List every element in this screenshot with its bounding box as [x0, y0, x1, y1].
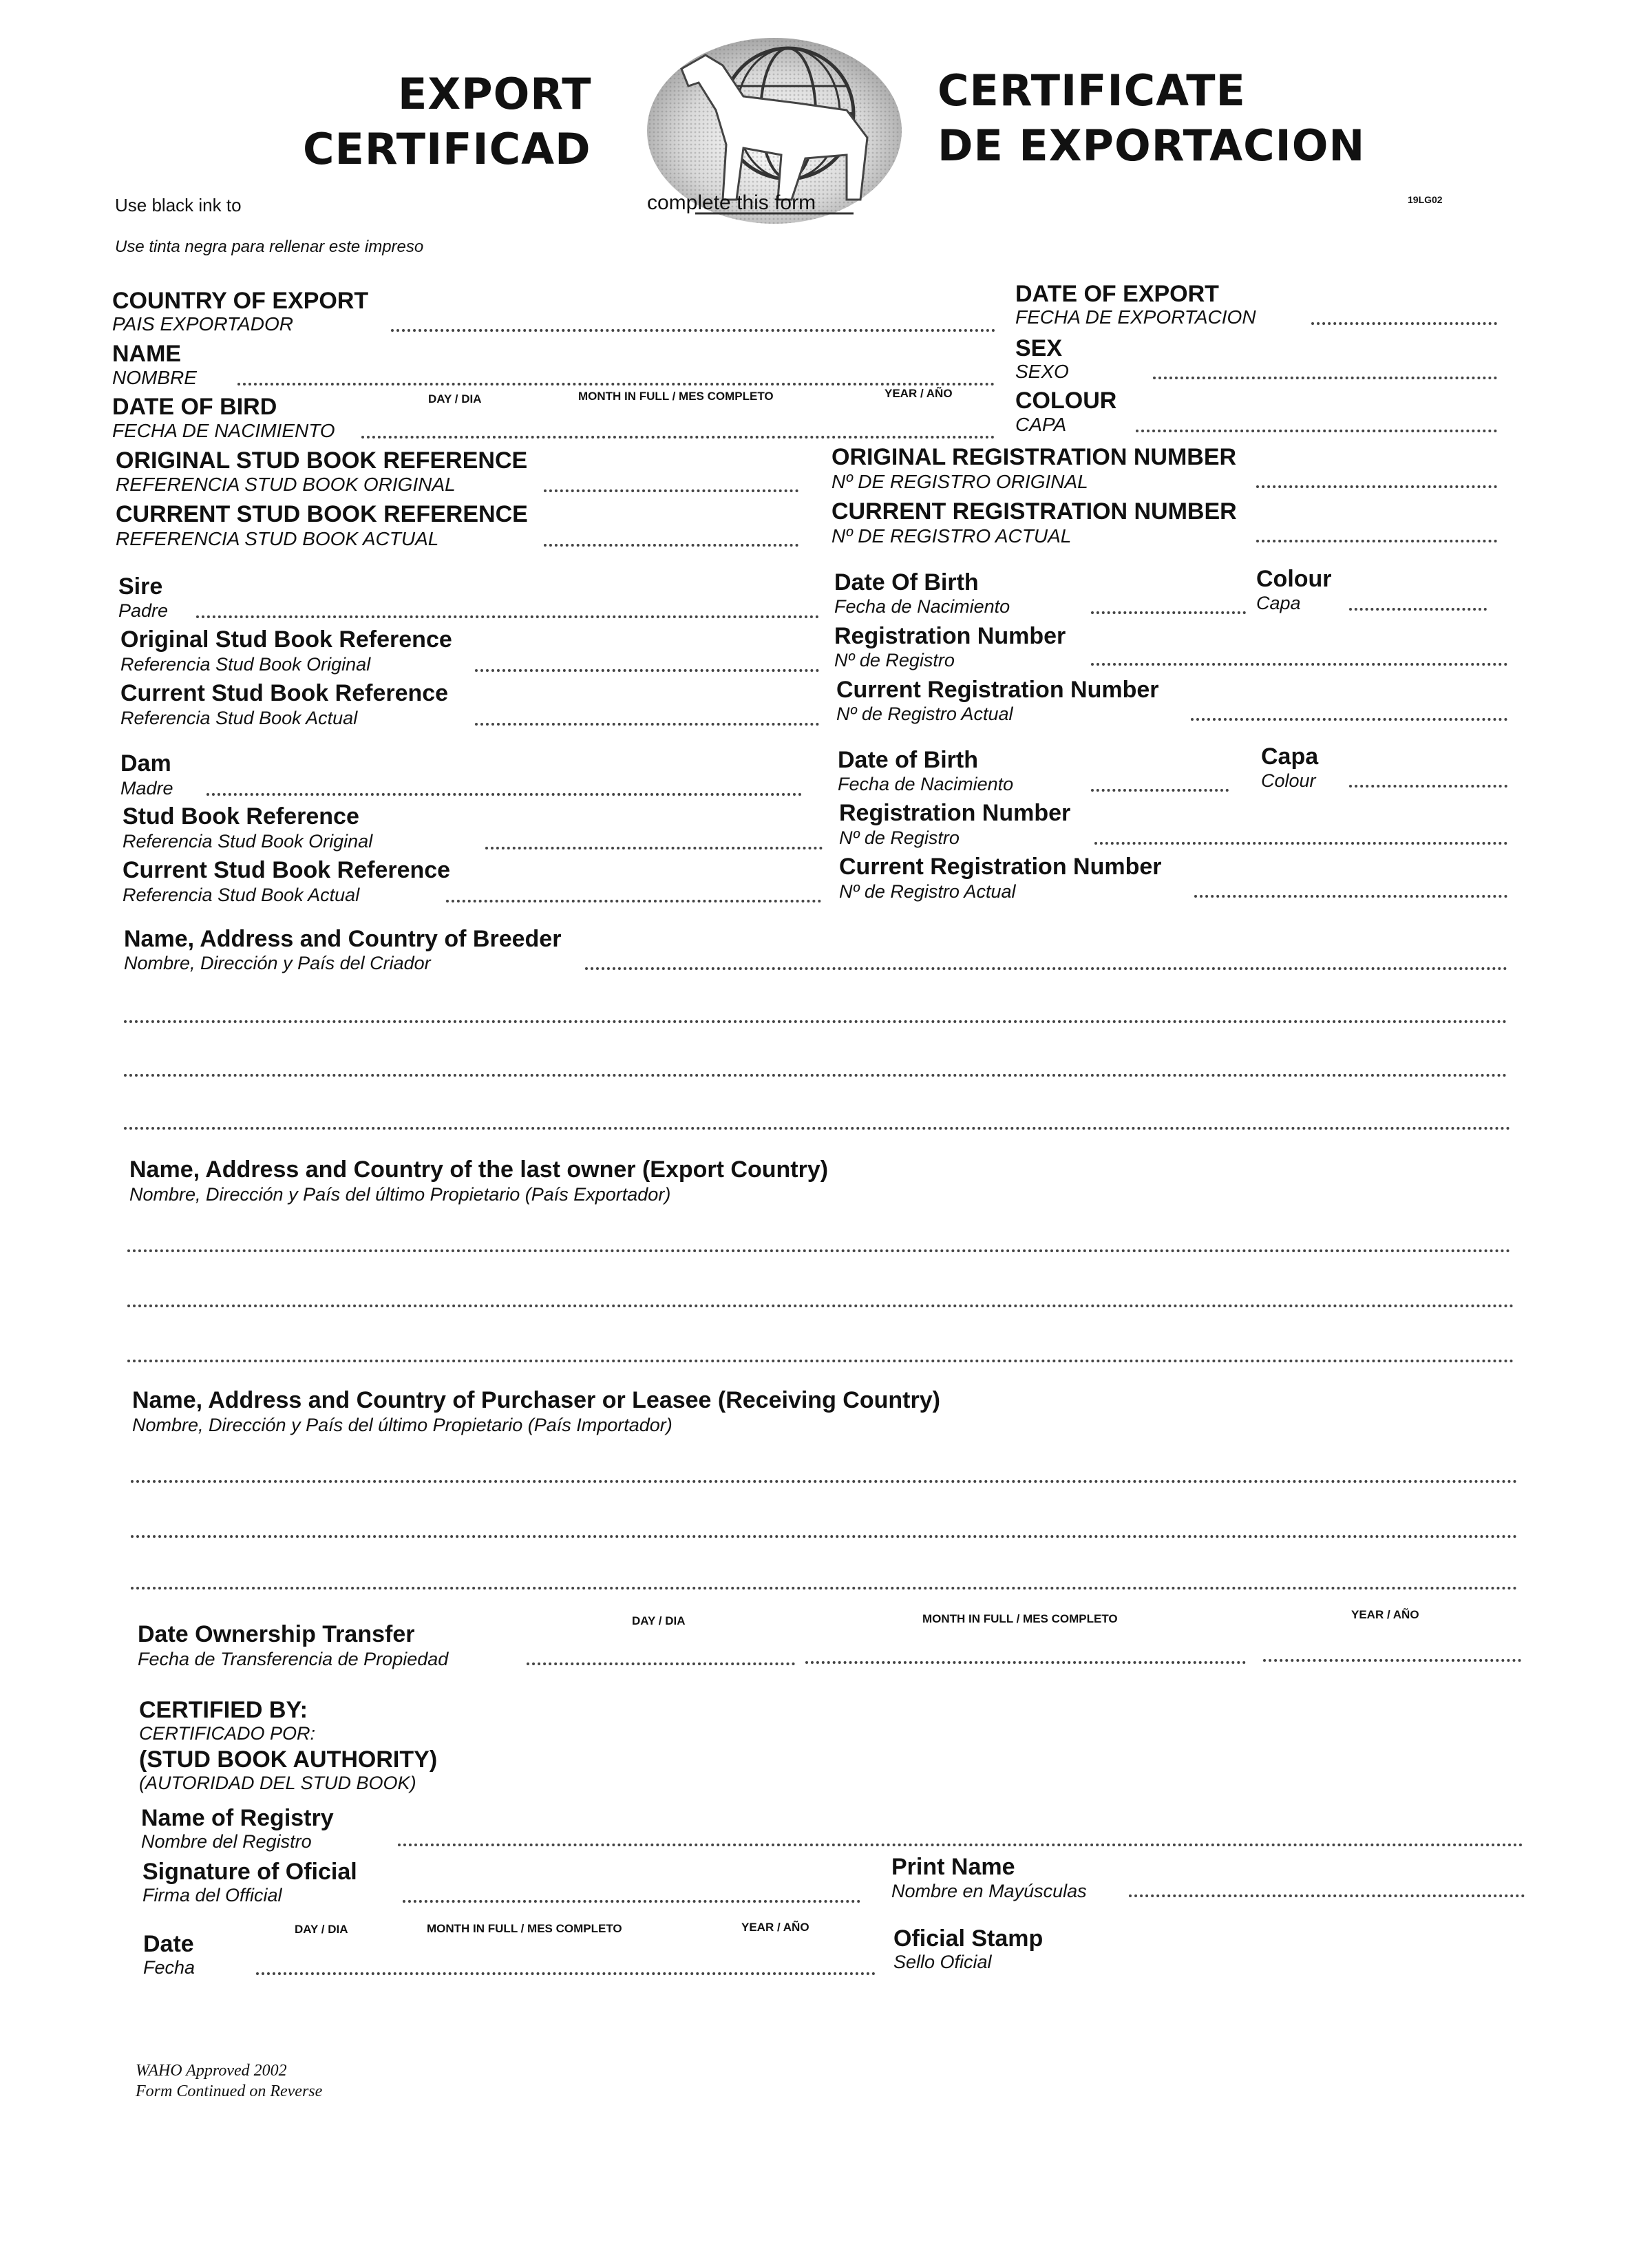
sire-dob-label-en: Date Of Birth — [834, 569, 979, 595]
export-date-label-es: FECHA DE EXPORTACION — [1015, 306, 1256, 328]
stud-book-authority-en: (STUD BOOK AUTHORITY) — [139, 1746, 438, 1773]
dam-dob-field[interactable] — [1091, 789, 1229, 792]
sex-label-en: SEX — [1015, 335, 1063, 361]
ink-instruction-es: Use tinta negra para rellenar este impreso — [115, 237, 424, 256]
sire-curr-sb-label-en: Current Stud Book Reference — [120, 680, 449, 706]
dam-curr-sb-label-es: Referencia Stud Book Actual — [123, 885, 360, 905]
print-name-field[interactable] — [1129, 1894, 1525, 1897]
dam-curr-sb-field[interactable] — [446, 900, 821, 902]
dam-label-es: Madre — [120, 778, 173, 799]
footer-approved: WAHO Approved 2002 — [136, 2062, 287, 2080]
dam-colour-label-es: Colour — [1261, 770, 1316, 791]
orig-reg-label-es: Nº DE REGISTRO ORIGINAL — [832, 471, 1088, 492]
colour-label-en: COLOUR — [1015, 388, 1117, 414]
sex-label-es: SEXO — [1015, 361, 1069, 382]
transfer-month-hint: MONTH IN FULL / MES COMPLETO — [922, 1612, 1118, 1625]
sire-label-en: Sire — [118, 573, 163, 600]
colour-field[interactable] — [1136, 430, 1497, 432]
registry-field[interactable] — [398, 1844, 1523, 1846]
name-label-en: NAME — [112, 341, 182, 367]
dam-field[interactable] — [206, 793, 802, 796]
registry-label-es: Nombre del Registro — [141, 1831, 312, 1852]
curr-reg-field[interactable] — [1256, 540, 1497, 542]
transfer-day-field[interactable] — [527, 1662, 795, 1665]
curr-reg-label-en: CURRENT REGISTRATION NUMBER — [832, 498, 1237, 525]
purchaser-field-line-1[interactable] — [131, 1480, 1518, 1483]
orig-sb-label-es: REFERENCIA STUD BOOK ORIGINAL — [116, 474, 456, 495]
dam-reg-label-en: Registration Number — [839, 800, 1071, 826]
country-label-en: COUNTRY OF EXPORT — [112, 288, 369, 314]
curr-sb-label-en: CURRENT STUD BOOK REFERENCE — [116, 501, 528, 527]
transfer-month-field[interactable] — [805, 1661, 1246, 1664]
breeder-field-line-4[interactable] — [124, 1127, 1511, 1130]
certified-by-en: CERTIFIED BY: — [139, 1697, 308, 1723]
breeder-label-es: Nombre, Dirección y País del Criador — [124, 953, 431, 973]
breeder-field-line-3[interactable] — [124, 1074, 1507, 1077]
dam-sb-label-es: Referencia Stud Book Original — [123, 831, 373, 852]
cert-date-field[interactable] — [256, 1972, 876, 1975]
sire-colour-label-es: Capa — [1256, 593, 1301, 613]
sire-reg-label-es: Nº de Registro — [834, 650, 955, 671]
sire-dob-label-es: Fecha de Nacimiento — [834, 596, 1010, 617]
stud-book-authority-es: (AUTORIDAD DEL STUD BOOK) — [139, 1773, 416, 1793]
export-date-label-en: DATE OF EXPORT — [1015, 281, 1219, 307]
dob-field[interactable] — [361, 436, 995, 439]
orig-reg-label-en: ORIGINAL REGISTRATION NUMBER — [832, 444, 1237, 470]
sire-field[interactable] — [196, 615, 819, 618]
curr-sb-field[interactable] — [544, 544, 798, 547]
cert-date-day-hint: DAY / DIA — [295, 1923, 348, 1936]
sire-orig-sb-label-en: Original Stud Book Reference — [120, 626, 452, 653]
signature-label-es: Firma del Official — [142, 1885, 282, 1905]
dam-reg-field[interactable] — [1094, 842, 1507, 845]
certified-by-es: CERTIFICADO POR: — [139, 1723, 316, 1744]
country-field[interactable] — [391, 329, 995, 332]
purchaser-field-line-3[interactable] — [131, 1587, 1518, 1590]
orig-sb-label-en: ORIGINAL STUD BOOK REFERENCE — [116, 447, 528, 474]
sire-dob-field[interactable] — [1091, 611, 1246, 614]
name-field[interactable] — [237, 383, 995, 386]
transfer-year-field[interactable] — [1263, 1659, 1521, 1662]
dob-label-en: DATE OF BIRD — [112, 394, 277, 420]
dob-year-hint: YEAR / AÑO — [885, 387, 953, 400]
sire-curr-reg-label-en: Current Registration Number — [836, 677, 1159, 703]
ink-instruction-en: Use black ink to — [115, 195, 242, 215]
signature-label-en: Signature of Oficial — [142, 1859, 357, 1885]
export-date-field[interactable] — [1311, 322, 1497, 325]
sire-label-es: Padre — [118, 600, 169, 621]
sire-orig-sb-label-es: Referencia Stud Book Original — [120, 654, 371, 675]
form-code: 19LG02 — [1408, 194, 1443, 205]
signature-field[interactable] — [403, 1900, 860, 1903]
print-name-label-es: Nombre en Mayúsculas — [891, 1881, 1087, 1901]
dam-sb-label-en: Stud Book Reference — [123, 803, 359, 830]
sire-orig-sb-field[interactable] — [475, 669, 819, 672]
stamp-label-en: Oficial Stamp — [893, 1925, 1044, 1952]
footer-continued: Form Continued on Reverse — [136, 2082, 323, 2100]
sire-reg-field[interactable] — [1091, 663, 1507, 666]
stamp-label-es: Sello Oficial — [893, 1952, 992, 1972]
dob-label-es: FECHA DE NACIMIENTO — [112, 420, 335, 441]
dam-sb-field[interactable] — [485, 847, 823, 849]
curr-sb-label-es: REFERENCIA STUD BOOK ACTUAL — [116, 528, 439, 549]
ink-instruction-en-2: complete this form — [647, 191, 816, 214]
transfer-label-es: Fecha de Transferencia de Propiedad — [138, 1649, 449, 1669]
dam-reg-label-es: Nº de Registro — [839, 827, 960, 848]
last-owner-label-es: Nombre, Dirección y País del último Propietario (País Exportador) — [129, 1184, 671, 1205]
title-certificad: CERTIFICAD — [303, 124, 591, 174]
last-owner-field-line-3[interactable] — [127, 1360, 1514, 1362]
country-label-es: PAIS EXPORTADOR — [112, 313, 293, 335]
cert-date-month-hint: MONTH IN FULL / MES COMPLETO — [427, 1922, 622, 1935]
sire-colour-label-en: Colour — [1256, 566, 1332, 592]
dam-colour-label-en: Capa — [1261, 743, 1319, 770]
cert-date-label-en: Date — [143, 1931, 194, 1957]
orig-reg-field[interactable] — [1256, 485, 1497, 488]
dam-dob-label-en: Date of Birth — [838, 747, 978, 773]
dam-curr-reg-field[interactable] — [1194, 895, 1507, 898]
breeder-label-en: Name, Address and Country of Breeder — [124, 926, 562, 952]
sire-reg-label-en: Registration Number — [834, 623, 1066, 649]
title-certificate: CERTIFICATE — [938, 65, 1246, 116]
sire-curr-reg-field[interactable] — [1191, 718, 1507, 721]
last-owner-field-line-1[interactable] — [127, 1249, 1511, 1252]
curr-reg-label-es: Nº DE REGISTRO ACTUAL — [832, 525, 1072, 547]
print-name-label-en: Print Name — [891, 1854, 1015, 1880]
title-export: EXPORT — [398, 69, 592, 119]
dob-month-hint: MONTH IN FULL / MES COMPLETO — [578, 390, 774, 403]
registry-label-en: Name of Registry — [141, 1805, 334, 1831]
last-owner-field-line-2[interactable] — [127, 1305, 1514, 1307]
purchaser-field-line-2[interactable] — [131, 1535, 1518, 1538]
dam-label-en: Dam — [120, 750, 171, 777]
breeder-field-line-1[interactable] — [585, 967, 1507, 970]
transfer-day-hint: DAY / DIA — [632, 1614, 686, 1627]
dam-curr-sb-label-en: Current Stud Book Reference — [123, 857, 451, 883]
cert-date-year-hint: YEAR / AÑO — [741, 1921, 809, 1934]
orig-sb-field[interactable] — [544, 489, 798, 492]
dam-curr-reg-label-es: Nº de Registro Actual — [839, 881, 1016, 902]
sire-colour-field[interactable] — [1349, 608, 1487, 611]
purchaser-label-en: Name, Address and Country of Purchaser or Leasee (Receiving Country) — [132, 1387, 940, 1413]
purchaser-label-es: Nombre, Dirección y País del último Propietario (País Importador) — [132, 1415, 673, 1435]
dam-curr-reg-label-en: Current Registration Number — [839, 854, 1162, 880]
breeder-field-line-2[interactable] — [124, 1020, 1507, 1023]
dob-day-hint: DAY / DIA — [428, 392, 482, 405]
dam-colour-field[interactable] — [1349, 785, 1507, 788]
sire-curr-reg-label-es: Nº de Registro Actual — [836, 704, 1013, 724]
cert-date-label-es: Fecha — [143, 1957, 195, 1978]
sire-curr-sb-field[interactable] — [475, 723, 819, 726]
sire-curr-sb-label-es: Referencia Stud Book Actual — [120, 708, 358, 728]
transfer-label-en: Date Ownership Transfer — [138, 1621, 415, 1647]
title-de-exportacion: DE EXPORTACION — [938, 120, 1366, 171]
colour-label-es: CAPA — [1015, 414, 1067, 435]
last-owner-label-en: Name, Address and Country of the last owner (Export Country) — [129, 1157, 829, 1183]
name-label-es: NOMBRE — [112, 367, 197, 388]
transfer-year-hint: YEAR / AÑO — [1351, 1608, 1419, 1621]
dam-dob-label-es: Fecha de Nacimiento — [838, 774, 1014, 794]
sex-field[interactable] — [1153, 377, 1497, 379]
